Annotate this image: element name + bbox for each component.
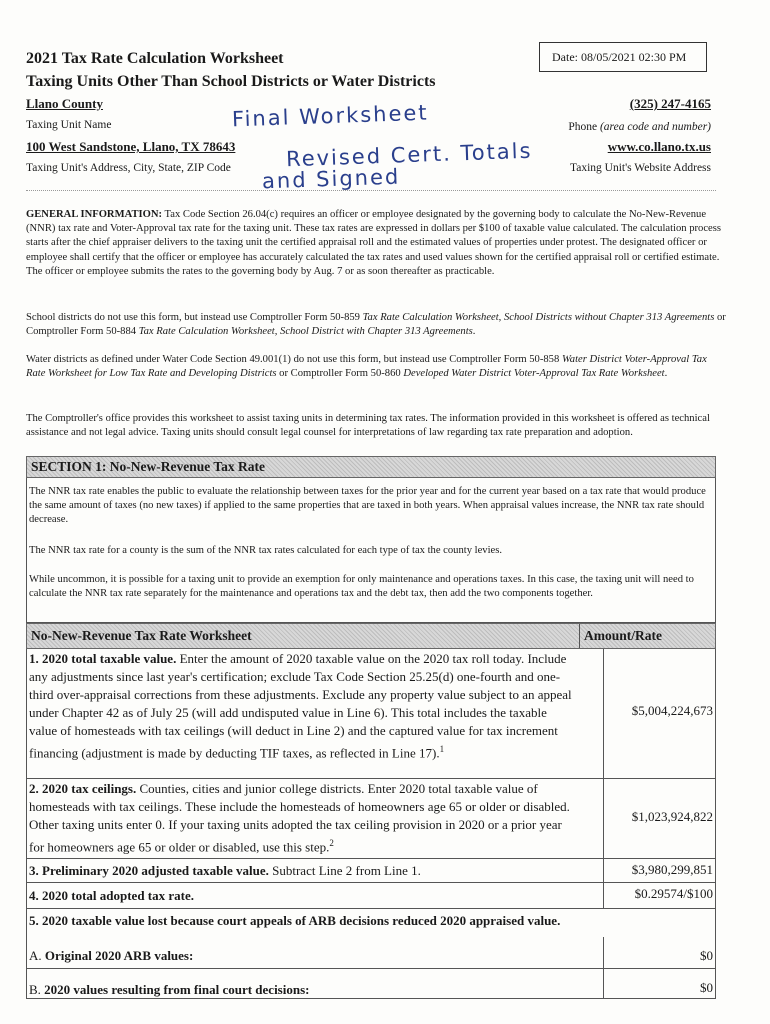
phone-number: (325) 247-4165 (629, 96, 711, 111)
column-divider (603, 649, 604, 778)
taxing-unit-name: Llano County (26, 96, 103, 111)
worksheet-header (26, 623, 716, 649)
worksheet-row-4 (26, 883, 716, 909)
row-3-description: 3. Preliminary 2020 adjusted taxable value. Subtract Line 2 from Line 1. (29, 863, 421, 878)
phone-label: Phone (area code and number) (568, 121, 711, 133)
row-4-description: 4. 2020 total adopted tax rate. (29, 888, 195, 903)
worksheet-row-5 (26, 909, 716, 969)
comptroller-note: The Comptroller's office provides this worksheet to assist taxing units in determining tax rates. The information provided in this worksheet is offered as technical assistance and not legal advice. Taxing units should consult legal counsel for interpretations of law regarding tax rate preparation and adoption. (26, 413, 710, 439)
school-district-note: School districts do not use this form, but instead use Comptroller Form 50-859 Tax Rate Calculation Worksheet, School Districts without Chapter 313 Agreements or Comptroller Form 50-884 Tax Rate Calculation Worksheet, School District with Chapter 313 Agreements. (26, 312, 726, 338)
website: www.co.llano.tx.us (607, 139, 711, 154)
row-2-value: $1,023,924,822 (631, 809, 713, 824)
row-1-description: 1. 2020 total taxable value. Enter the amount of 2020 taxable value on the 2020 tax roll today. Include any adjustments since last year's certification; exclude Tax Code Section 25.25(d) one-fourth and one-third over-appraisal corrections from these adjustments. Exclude any property value subject to an appeal under Chapter 42 as of July 25 (will add undisputed value in Line 6). This total includes the taxable value of homesteads with tax ceilings (will deduct in Line 2) and the captured value for tax increment financing (adjustment is made by deducting TIF taxes, as reflected in Line 17).$^1$ (29, 651, 572, 761)
worksheet-row-5b (26, 969, 716, 999)
column-divider (603, 883, 604, 908)
column-divider (603, 969, 604, 998)
section1-box (26, 478, 716, 623)
column-divider (603, 859, 604, 882)
section1-paragraph-1: The NNR tax rate enables the public to evaluate the relationship between taxes for the prior year and for the current year based on a tax rate that would produce the same amount of taxes (no new taxes) if applied to the same properties that are taxed in both years. When appraisal values increase, the NNR tax rate should decrease. (29, 486, 706, 525)
date-text: Date: 08/05/2021 02:30 PM (552, 49, 687, 64)
taxing-unit-name-label: Taxing Unit Name (26, 119, 112, 131)
column-divider (603, 937, 604, 968)
worksheet-row-2 (26, 779, 716, 859)
row-2-description: 2. 2020 tax ceilings. Counties, cities and junior college districts. Enter 2020 total taxable value of homesteads with tax ceilings. These include the homesteads of homeowners age 65 or older or disabled. Other taxing units enter 0. If your taxing units adopted the tax ceiling provision in 2020 or a prior year for homeowners age 65 or older or disabled, use this step.$^2$ (29, 781, 570, 855)
form-title: 2021 Tax Rate Calculation Worksheet (26, 50, 284, 67)
section1-paragraph-2: The NNR tax rate for a county is the sum of the NNR tax rates calculated for each type of tax the county levies. (29, 545, 503, 556)
column-divider (603, 779, 604, 858)
row-1-value: $5,004,224,673 (631, 703, 713, 718)
row-5a-label: A. Original 2020 ARB values: (29, 948, 194, 963)
taxing-unit-address-label: Taxing Unit's Address, City, State, ZIP Code (26, 162, 231, 174)
worksheet-row-3 (26, 859, 716, 883)
handwritten-final-worksheet: Final Worksheet (231, 100, 429, 132)
taxing-unit-address: 100 West Sandstone, Llano, TX 78643 (26, 139, 236, 154)
handwritten-revised-totals: Revised Cert. Totals (285, 138, 533, 172)
row-5b-value: $0 (700, 980, 713, 995)
row-5a-value: $0 (700, 948, 713, 963)
row-3-value: $3,980,299,851 (631, 862, 713, 877)
row-4-value: $0.29574/$100 (634, 886, 713, 901)
section1-header: SECTION 1: No-New-Revenue Tax Rate (26, 456, 716, 478)
form-subtitle: Taxing Units Other Than School Districts or Water Districts (26, 73, 436, 90)
handwritten-and-signed: and Signed (261, 164, 401, 194)
worksheet-row-1 (26, 649, 716, 779)
worksheet-title: No-New-Revenue Tax Rate Worksheet (31, 628, 252, 643)
amount-rate-header: Amount/Rate (579, 624, 662, 648)
section1-paragraph-3: While uncommon, it is possible for a taxing unit to provide an exemption for only maintenance and operations taxes. In this case, the taxing unit will need to calculate the NNR tax rate separately for the maintenance and operations tax and the debt tax, then add the two components together. (29, 574, 694, 599)
date-box (539, 42, 707, 72)
row-5b-label: B. 2020 values resulting from final court decisions: (29, 982, 310, 997)
website-label: Taxing Unit's Website Address (570, 162, 711, 174)
general-information: GENERAL INFORMATION: Tax Code Section 26.04(c) requires an officer or employee designated by the governing body to calculate the No-New-Revenue (NNR) tax rate and Voter-Approval tax rate for the taxing unit. These tax rates are expressed in dollars per $100 of taxable value calculated. The calculation process starts after the chief appraiser delivers to the taxing unit the certified appraisal roll and the estimated values of properties under protest. The designated officer or employee shall certify that the officer or employee has accurately calculated the tax rates and used values shown for the certified appraisal roll or certified estimate. The officer or employee submits the rates to the governing body by Aug. 7 or as soon thereafter as practicable. (26, 209, 721, 277)
header-divider (26, 190, 716, 191)
row-5-description: 5. 2020 taxable value lost because court appeals of ARB decisions reduced 2020 appraised value. (29, 913, 561, 928)
water-district-note: Water districts as defined under Water Code Section 49.001(1) do not use this form, but instead use Comptroller Form 50-858 Water District Voter-Approval Tax Rate Worksheet for Low Tax Rate and Developing Districts or Comptroller Form 50-860 Developed Water District Voter-Approval Tax Rate Worksheet. (26, 354, 707, 380)
